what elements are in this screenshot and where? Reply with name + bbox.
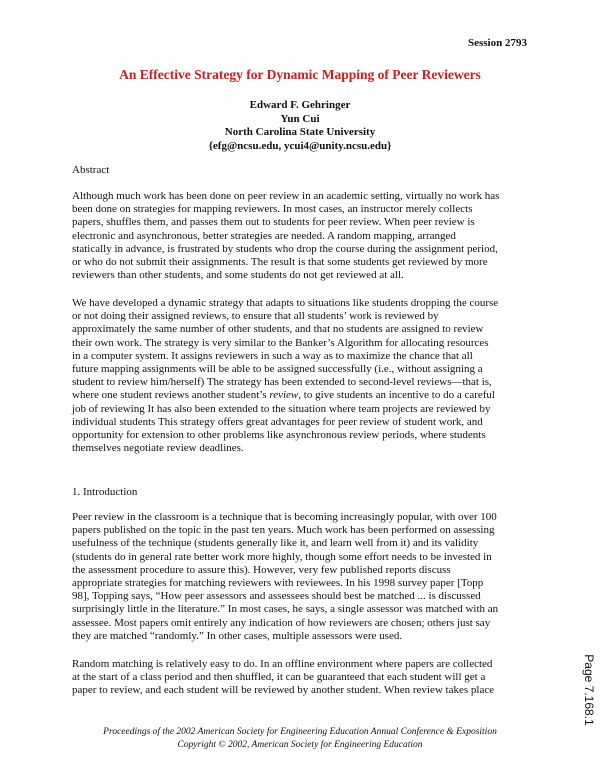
page-number-stamp xyxy=(582,640,596,740)
text-line: assessee. Most papers omit entirely any indication of how reviewers are chosen; others just say xyxy=(72,616,491,629)
text-span: where one student reviews another student’s xyxy=(72,389,270,402)
author-block xyxy=(0,99,600,153)
text-line: appropriate strategies for matching reviewers with reviewees. In his 1998 survey paper [Topp xyxy=(72,577,484,590)
author-name: Edward F. Gehringer xyxy=(249,99,351,111)
text-line: We have developed a dynamic strategy that adapts to situations like students dropping the course xyxy=(72,297,499,309)
introduction-heading: 1. Introduction xyxy=(72,486,138,498)
text-line: student to review him/herself) The strategy has been extended to second-level reviews—that is, xyxy=(72,376,492,389)
footer-proceedings: Proceedings of the 2002 American Society for Engineering Education Annual Conference & Exposition xyxy=(103,727,497,737)
text-line: statically in advance, is frustrated by students who drop the course during the assignment period, xyxy=(72,242,498,255)
text-span: , to give students an incentive to do a careful xyxy=(298,389,495,402)
text-line: reviewers than other students, and some students do not get reviewed at all. xyxy=(72,269,404,282)
text-line: paper to review, and each student will be reviewed by another student. When review takes place xyxy=(72,684,495,697)
text-line: Although much work has been done on peer review in an academic setting, virtually no work has xyxy=(72,190,500,202)
page-footer xyxy=(0,726,600,752)
author-emails: {efg@ncsu.edu, ycui4@unity.ncsu.edu} xyxy=(208,139,392,152)
text-line: themselves negotiate review deadlines. xyxy=(72,442,244,455)
text-line: they are matched “randomly.” In other cases, multiple assessors were used. xyxy=(72,629,403,642)
text-line: surprisingly little in the literature.” In most cases, he says, a single assessor was matched with an xyxy=(72,603,499,616)
text-line: (students do in general rate better work more highly, though some effort needs to be invested in xyxy=(72,550,492,563)
introduction-paragraph-1 xyxy=(72,511,542,643)
footer-copyright: Copyright © 2002, American Society for Engineering Education xyxy=(177,740,423,750)
introduction-paragraph-2 xyxy=(72,658,542,698)
text-line: electronic and asynchronous, better strategies are needed. A random mapping, arranged xyxy=(72,229,456,242)
text-line: individual students This strategy offers great advantages for peer review of student work, and xyxy=(72,415,483,428)
text-line: opportunity for extension to other problems like asynchronous review periods, where students xyxy=(72,429,486,442)
text-line: papers, shuffles them, and passes them out to students for peer review. When peer review is xyxy=(72,216,475,229)
text-line: job of reviewing It has also been extended to the situation where team projects are reviewed by xyxy=(72,402,491,415)
abstract-paragraph-2 xyxy=(72,297,542,455)
text-line: approximately the same number of other students, and that no students are assigned to review xyxy=(72,323,484,336)
text-line: in a computer system. It assigns reviewers in such a way as to maximize the chance that all xyxy=(72,349,473,362)
text-line: at the start of a class period and then shuffled, it can be guaranteed that each student will get a xyxy=(72,671,486,684)
page-number: Page 7.168.1 xyxy=(582,654,596,726)
text-line: usefulness of the technique (students generally like it, and learn well from it) and its validity xyxy=(72,537,479,550)
emphasis-review: review xyxy=(269,389,299,402)
text-line: or not doing their assigned reviews, to ensure that all students’ work is reviewed by xyxy=(72,310,439,323)
text-line: Random matching is relatively easy to do. In an offline environment where papers are collected xyxy=(72,658,493,670)
text-line: Peer review in the classroom is a technique that is becoming increasingly popular, with over 100 xyxy=(72,511,497,523)
text-line: 98], Topping says, “How peer assessors and assessees should best be matched ... is discussed xyxy=(72,590,481,603)
author-name: Yun Cui xyxy=(280,112,320,125)
text-line: papers published on the topic in the past ten years. Much work has been performed on assessing xyxy=(72,524,495,537)
author-affiliation: North Carolina State University xyxy=(224,126,376,138)
abstract-paragraph-1 xyxy=(72,190,542,282)
abstract-heading: Abstract xyxy=(72,164,110,176)
text-line xyxy=(72,389,542,402)
paper-title: An Effective Strategy for Dynamic Mapping of Peer Reviewers xyxy=(119,67,481,82)
text-line: been done on strategies for mapping reviewers. In most cases, an instructor merely collects xyxy=(72,203,473,216)
session-number: Session 2793 xyxy=(468,37,527,49)
text-line: or who do not submit their assignments. The result is that some students get reviewed by more xyxy=(72,256,488,269)
text-line: future mapping assignments will be able to be assigned successfully (i.e., without assigning a xyxy=(72,363,483,376)
text-line: their own work. The strategy is very similar to the Banker’s Algorithm for allocating resources xyxy=(72,336,489,349)
text-line: the assessment procedure to assure this). However, very few published reports discuss xyxy=(72,563,451,576)
